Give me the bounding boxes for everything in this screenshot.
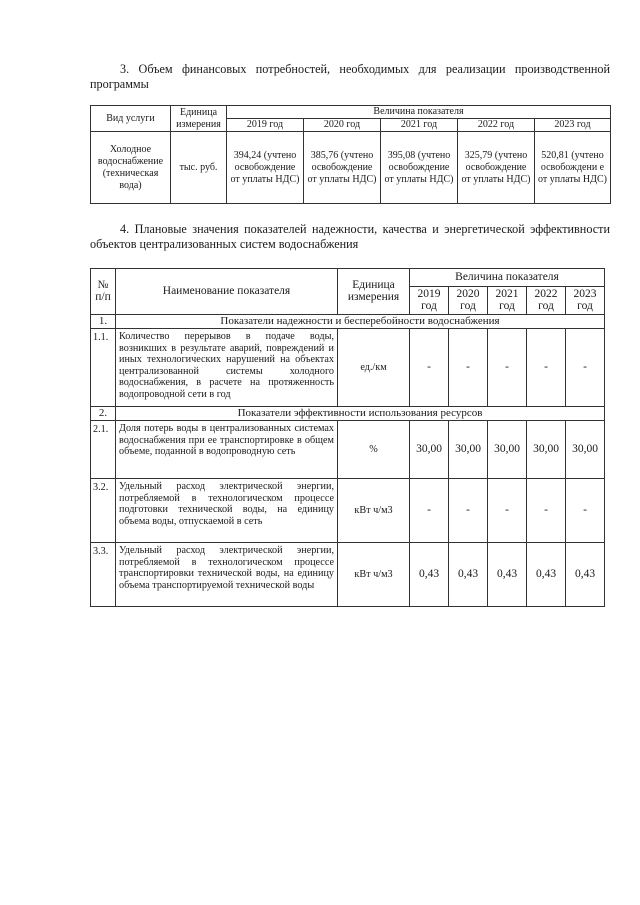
year-header: 2021 год <box>488 287 527 315</box>
year-header: 2022 год <box>527 287 566 315</box>
financial-needs-table <box>90 105 611 204</box>
year-header: 2019 год <box>410 287 449 315</box>
row-num: 3.2. <box>91 479 116 543</box>
value-cell: 30,00 <box>488 421 527 479</box>
col-name-header: Наименование показателя <box>116 269 338 315</box>
section-4-heading <box>90 222 610 252</box>
value-cell: 394,24 (учтено освобождение от уплаты НДС) <box>227 132 304 204</box>
group-num: 1. <box>91 315 116 329</box>
group-title: Показатели эффективности использования ресурсов <box>116 407 605 421</box>
service-cell: Холодное водоснабжение (техническая вода) <box>91 132 171 204</box>
col-unit-header: Единица измерения <box>171 106 227 132</box>
value-cell: - <box>566 479 605 543</box>
value-cell: 0,43 <box>566 543 605 607</box>
table-row <box>91 479 605 543</box>
col-unit-header: Единица измерения <box>338 269 410 315</box>
group-row <box>91 315 605 329</box>
value-cell: 325,79 (учтено освобождение от уплаты НДС) <box>458 132 535 204</box>
value-cell: 395,08 (учтено освобождение от уплаты НДС) <box>381 132 458 204</box>
unit-cell: кВт ч/м3 <box>338 543 410 607</box>
value-cell: - <box>488 329 527 407</box>
value-cell: - <box>449 329 488 407</box>
indicator-name: Доля потерь воды в централизованных системах водоснабжения при ее транспортировке в общем объеме, поданной в водопроводную сеть <box>116 421 338 479</box>
value-cell: 0,43 <box>410 543 449 607</box>
col-value-header: Величина показателя <box>227 106 611 119</box>
year-header: 2022 год <box>458 119 535 132</box>
value-cell: - <box>410 329 449 407</box>
year-header: 2020 год <box>304 119 381 132</box>
group-num: 2. <box>91 407 116 421</box>
year-header: 2020 год <box>449 287 488 315</box>
table-row <box>91 421 605 479</box>
value-cell: - <box>449 479 488 543</box>
value-cell: 30,00 <box>527 421 566 479</box>
value-cell: 0,43 <box>527 543 566 607</box>
value-cell: - <box>527 329 566 407</box>
row-num: 1.1. <box>91 329 116 407</box>
section-3-heading-text: 3. Объем финансовых потребностей, необходимых для реализации производственной программы <box>90 62 610 91</box>
value-cell: - <box>488 479 527 543</box>
value-cell: 520,81 (учтено освобождени е от уплаты НДС) <box>535 132 611 204</box>
value-cell: - <box>527 479 566 543</box>
indicators-table <box>90 268 605 607</box>
year-header: 2021 год <box>381 119 458 132</box>
value-cell: 30,00 <box>410 421 449 479</box>
section-4-heading-text: 4. Плановые значения показателей надежности, качества и энергетической эффективности объектов централизованных систем водоснабжения <box>90 222 610 251</box>
year-header: 2019 год <box>227 119 304 132</box>
table-row <box>91 543 605 607</box>
value-cell: 0,43 <box>449 543 488 607</box>
year-header: 2023 год <box>566 287 605 315</box>
indicator-name: Количество перерывов в подаче воды, возникших в результате аварий, повреждений и иных технологических нарушений на объектах централизованной системы холодного водоснабжения, в расчете на протяженность водопроводной сети в год <box>116 329 338 407</box>
year-header: 2023 год <box>535 119 611 132</box>
row-num: 3.3. <box>91 543 116 607</box>
row-num: 2.1. <box>91 421 116 479</box>
group-row <box>91 407 605 421</box>
col-num-header: № п/п <box>91 269 116 315</box>
unit-cell: кВт ч/м3 <box>338 479 410 543</box>
group-title: Показатели надежности и бесперебойности водоснабжения <box>116 315 605 329</box>
unit-cell: ед./км <box>338 329 410 407</box>
value-cell: 30,00 <box>566 421 605 479</box>
table-row <box>91 132 611 204</box>
unit-cell: тыс. руб. <box>171 132 227 204</box>
value-cell: - <box>566 329 605 407</box>
value-cell: 385,76 (учтено освобождение от уплаты НДС) <box>304 132 381 204</box>
value-cell: 30,00 <box>449 421 488 479</box>
value-cell: - <box>410 479 449 543</box>
indicator-name: Удельный расход электрической энергии, потребляемой в технологическом процессе транспортировки технической воды, на единицу объема транспортируемой технической воды <box>116 543 338 607</box>
unit-cell: % <box>338 421 410 479</box>
value-cell: 0,43 <box>488 543 527 607</box>
indicator-name: Удельный расход электрической энергии, потребляемой в технологическом процессе подготовки технической воды, на единицу объема воды, отпускаемой в сеть <box>116 479 338 543</box>
table-row <box>91 329 605 407</box>
col-value-header: Величина показателя <box>410 269 605 287</box>
section-3-heading <box>90 62 610 92</box>
col-service-header: Вид услуги <box>91 106 171 132</box>
